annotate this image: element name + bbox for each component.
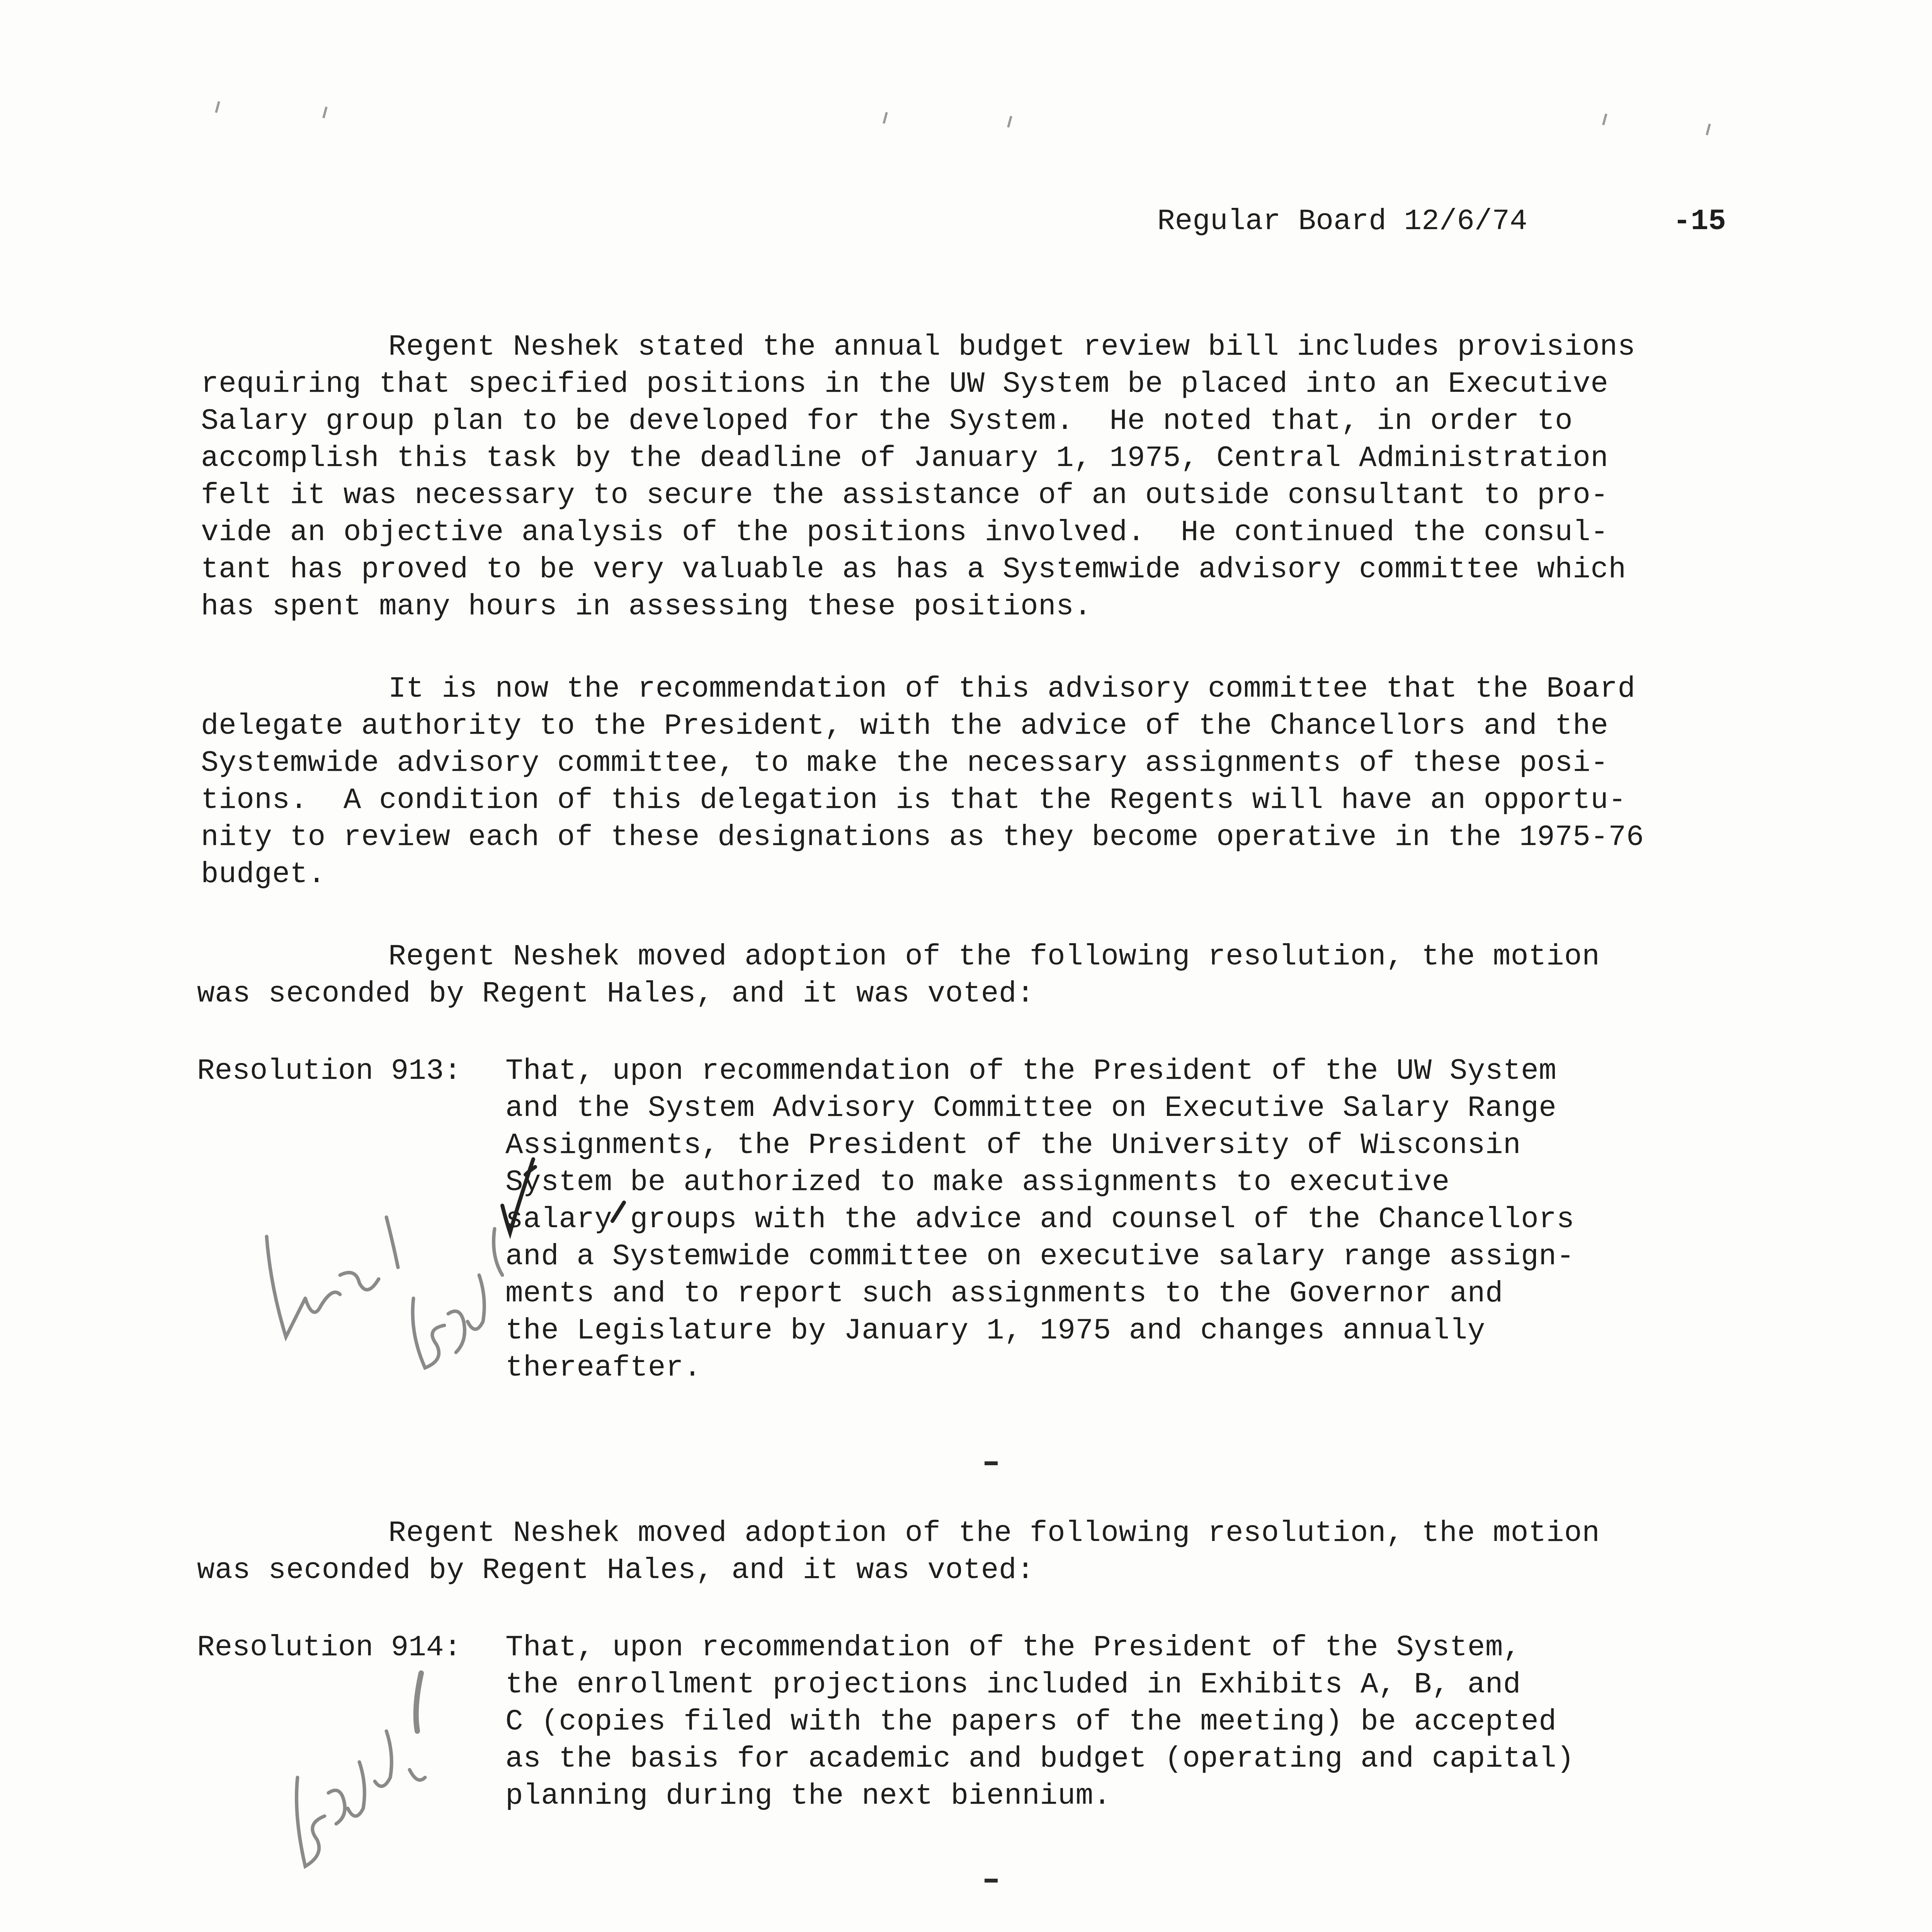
text-line: and the System Advisory Committee on Executive Salary Range bbox=[505, 1092, 1557, 1125]
text-line: ments and to report such assignments to the Governor and bbox=[505, 1277, 1503, 1310]
text-line: was seconded by Regent Hales, and it was voted: bbox=[197, 1554, 1035, 1587]
text-line: was seconded by Regent Hales, and it was voted: bbox=[197, 977, 1035, 1010]
scan-mark bbox=[1007, 116, 1012, 128]
text-line: Regent Neshek moved adoption of the following resolution, the motion bbox=[388, 940, 1600, 973]
text-line: budget. bbox=[201, 858, 326, 891]
text-line: thereafter. bbox=[505, 1351, 702, 1384]
separator-mark bbox=[985, 1879, 998, 1883]
text-line: It is now the recommendation of this advisory committee that the Board bbox=[388, 672, 1636, 706]
text-line: planning during the next biennium. bbox=[505, 1779, 1111, 1813]
text-line: as the basis for academic and budget (operating and capital) bbox=[505, 1742, 1575, 1776]
header-page-number: -15 bbox=[1673, 205, 1726, 238]
handwritten-note-admin-budget bbox=[267, 1217, 502, 1368]
text-line: Regent Neshek stated the annual budget review bill includes provisions bbox=[388, 330, 1636, 364]
resolution-label: Resolution 913: bbox=[197, 1054, 462, 1088]
text-line: C (copies filed with the papers of the meeting) be accepted bbox=[505, 1705, 1557, 1738]
text-line: requiring that specified positions in the UW System be placed into an Executive bbox=[201, 367, 1609, 401]
text-line: salary groups with the advice and counsel of the Chancellors bbox=[505, 1203, 1575, 1236]
text-line: delegate authority to the President, with the advice of the Chancellors and the bbox=[201, 709, 1609, 743]
scan-mark bbox=[1602, 114, 1607, 126]
header-meeting: Regular Board 12/6/74 bbox=[1157, 205, 1527, 238]
text-line: vide an objective analysis of the positions involved. He continued the consul- bbox=[201, 516, 1609, 549]
scan-mark bbox=[215, 101, 220, 113]
text-line: tant has proved to be very valuable as has a Systemwide advisory committee which bbox=[201, 553, 1626, 586]
text-line: and a Systemwide committee on executive salary range assign- bbox=[505, 1240, 1575, 1273]
scan-mark bbox=[1706, 124, 1711, 136]
text-line: accomplish this task by the deadline of January 1, 1975, Central Administration bbox=[201, 442, 1609, 475]
text-line: has spent many hours in assessing these positions. bbox=[201, 590, 1092, 623]
text-line: Salary group plan to be developed for the System. He noted that, in order to bbox=[201, 405, 1573, 438]
separator-mark bbox=[985, 1461, 998, 1465]
text-line: tions. A condition of this delegation is that the Regents will have an opportu- bbox=[201, 784, 1626, 817]
text-line: Regent Neshek moved adoption of the following resolution, the motion bbox=[388, 1517, 1600, 1550]
scan-mark bbox=[322, 107, 328, 119]
handwritten-note-budget-914 bbox=[297, 1673, 425, 1866]
text-line: nity to review each of these designations as they become operative in the 1975-76 bbox=[201, 821, 1644, 854]
text-line: the enrollment projections included in Exhibits A, B, and bbox=[505, 1668, 1521, 1701]
resolution-label: Resolution 914: bbox=[197, 1631, 462, 1664]
text-line: That, upon recommendation of the President of the UW System bbox=[505, 1054, 1557, 1088]
scan-mark bbox=[883, 112, 888, 124]
text-line: the Legislature by January 1, 1975 and changes annually bbox=[505, 1314, 1485, 1347]
text-line: That, upon recommendation of the President of the System, bbox=[505, 1631, 1521, 1664]
text-line: Systemwide advisory committee, to make the necessary assignments of these posi- bbox=[201, 747, 1609, 780]
text-line: System be authorized to make assignments to executive bbox=[505, 1166, 1450, 1199]
text-line: felt it was necessary to secure the assistance of an outside consultant to pro- bbox=[201, 479, 1609, 512]
text-line: Assignments, the President of the University of Wisconsin bbox=[505, 1129, 1521, 1162]
